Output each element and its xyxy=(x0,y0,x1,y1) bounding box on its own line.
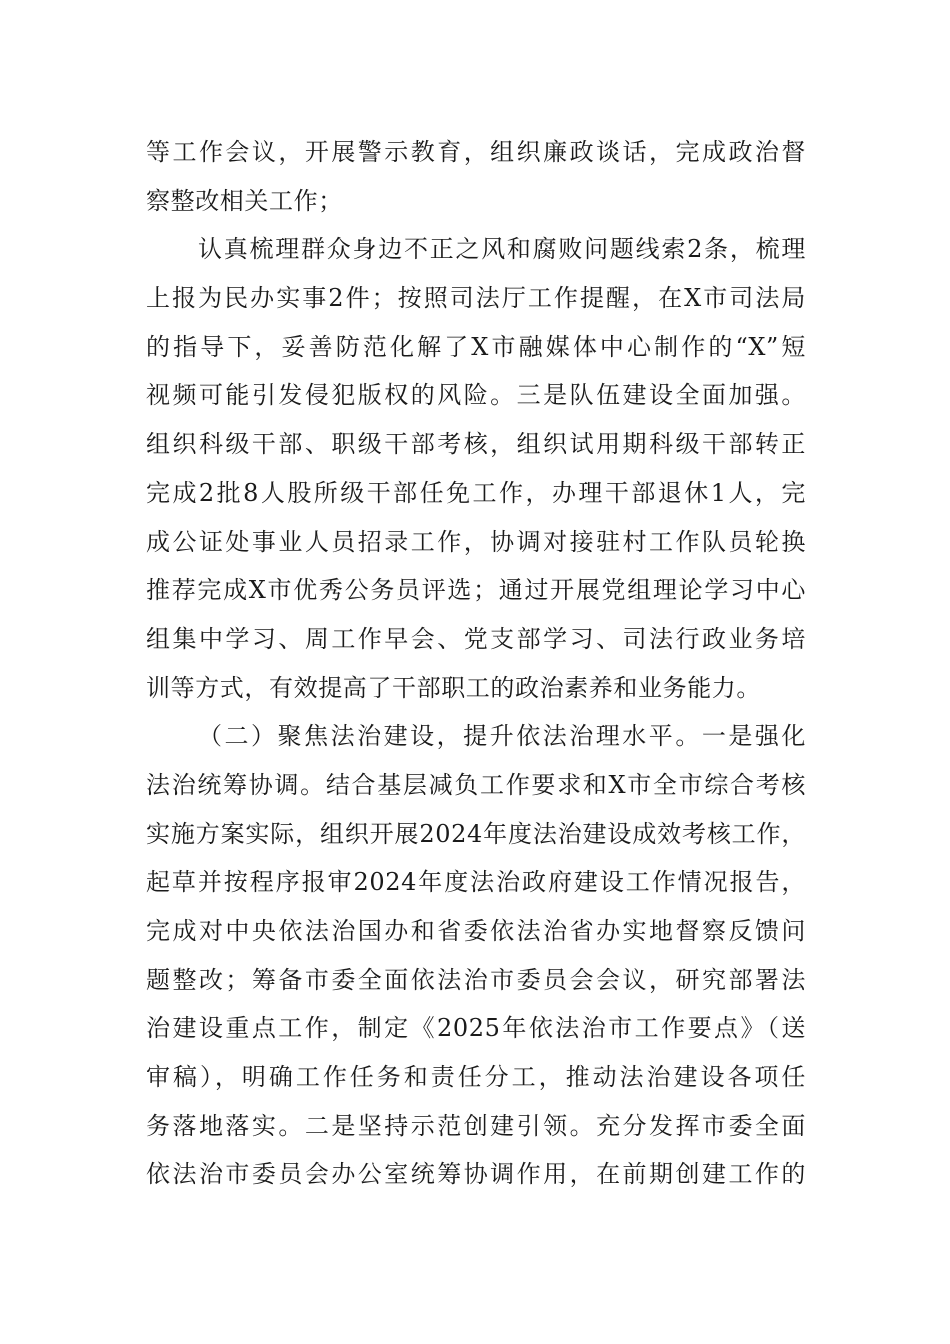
text-line: 完成对中央依法治国办和省委依法治省办实地督察反馈问 xyxy=(146,917,806,945)
text-line: 组织科级干部、职级干部考核，组织试用期科级干部转正 xyxy=(146,430,806,459)
text-line: 视频可能引发侵犯版权的风险。三是队伍建设全面加强。 xyxy=(146,381,806,410)
text-line: 依法治市委员会办公室统筹协调作用，在前期创建工作的 xyxy=(146,1160,806,1189)
text-line: 成公证处事业人员招录工作，协调对接驻村工作队员轮换 xyxy=(146,527,806,556)
text-line: 实施方案实际，组织开展2024年度法治建设成效考核工作， xyxy=(146,819,806,848)
text-line: 起草并按程序报审2024年度法治政府建设工作情况报告， xyxy=(146,868,806,897)
text-line: （二）聚焦法治建设，提升依法治理水平。一是强化 xyxy=(198,722,806,751)
text-line: 的指导下，妥善防范化解了X市融媒体中心制作的“X”短 xyxy=(146,332,806,361)
text-line: 组集中学习、周工作早会、党支部学习、司法行政业务培 xyxy=(146,624,806,653)
text-line: 等工作会议，开展警示教育，组织廉政谈话，完成政治督 xyxy=(146,138,806,166)
text-line: 完成2批8人股所级干部任免工作，办理干部退休1人，完 xyxy=(146,478,806,507)
text-line: 认真梳理群众身边不正之风和腐败问题线索2条，梳理 xyxy=(198,235,806,264)
text-line: 审稿），明确工作任务和责任分工，推动法治建设各项任 xyxy=(146,1063,806,1092)
text-line: 法治统筹协调。结合基层减负工作要求和X市全市综合考核 xyxy=(146,770,806,799)
text-line: 训等方式，有效提高了干部职工的政治素养和业务能力。 xyxy=(146,673,761,702)
text-line: 题整改；筹备市委全面依法治市委员会会议，研究部署法 xyxy=(146,965,806,994)
document-body xyxy=(146,128,806,1199)
text-line: 上报为民办实事2件；按照司法厅工作提醒，在X市司法局 xyxy=(146,284,806,313)
text-line: 推荐完成X市优秀公务员评选；通过开展党组理论学习中心 xyxy=(146,576,806,605)
text-line: 察整改相关工作； xyxy=(146,186,343,215)
text-line: 治建设重点工作，制定《2025年依法治市工作要点》（送 xyxy=(146,1014,806,1043)
text-line: 务落地落实。二是坚持示范创建引领。充分发挥市委全面 xyxy=(146,1111,806,1140)
